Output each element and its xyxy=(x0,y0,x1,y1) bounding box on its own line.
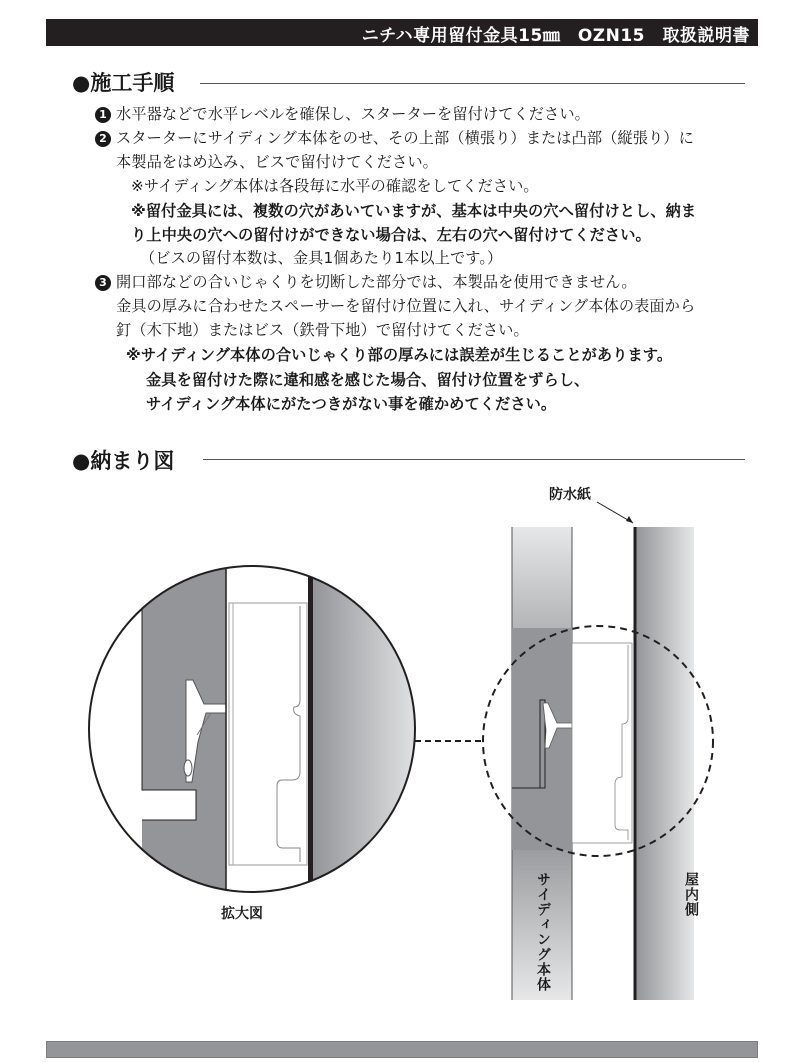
waterproof-paper-label: 防水紙 xyxy=(549,487,591,503)
step-number-badge: 1 xyxy=(95,107,111,123)
step-3-text-line-1: 開口部などの合いじゃくりを切断した部分では、本製品を使用できません。 xyxy=(116,273,637,291)
step-2-note: ※サイディング本体は各段毎に水平の確認をしてください。 xyxy=(131,177,539,195)
document-title: ニチハ専用留付金具15㎜ OZN15 取扱説明書 xyxy=(361,26,750,46)
step-1-text: 水平器などで水平レベルを確保し、スターターを留付けてください。 xyxy=(116,105,590,123)
step-2-bold-note-1: ※留付金具には、複数の穴があいていますが、基本は中央の穴へ留付けとし、納ま xyxy=(131,202,697,220)
footer-bar xyxy=(46,1041,758,1058)
overall-section-view xyxy=(483,502,713,1000)
step-number-badge: 3 xyxy=(95,275,111,291)
step-3-text-line-3: 釘（木下地）またはビス（鉄骨下地）で留付けてください。 xyxy=(116,321,529,339)
indoor-side-label: 屋内側 xyxy=(683,872,699,917)
step-3-bold-note-1: ※サイディング本体の合いじゃくり部の厚みには誤差が生じることがあります。 xyxy=(126,346,673,364)
enlarged-view-label: 拡大図 xyxy=(221,906,263,922)
step-2-text-line-2: 本製品をはめ込み、ビスで留付けてください。 xyxy=(116,153,438,171)
step-2-bold-note-2: り上中央の穴への留付けができない場合は、左右の穴へ留付けてください。 xyxy=(131,226,651,244)
step-3-text-line-2: 金具の厚みに合わせたスペーサーを留付け位置に入れ、サイディング本体の表面から xyxy=(116,297,696,315)
step-2-paren-note: （ビスの留付本数は、金具1個あたり1本以上です。） xyxy=(140,249,503,267)
step-number-badge: 2 xyxy=(95,131,111,147)
step-3-bold-note-2: 金具を留付けた際に違和感を感じた場合、留付け位置をずらし、 xyxy=(146,371,590,389)
step-3-bold-note-3: サイディング本体にがたつきがない事を確かめてください。 xyxy=(146,395,557,413)
siding-body-label: サイディング本体 xyxy=(535,872,551,992)
enlarged-view xyxy=(80,560,430,900)
step-2-text-line-1: スターターにサイディング本体をのせ、その上部（横張り）または凸部（縦張り）に xyxy=(116,129,694,147)
diagram-heading: ●納まり図 xyxy=(72,449,175,473)
procedure-heading: ●施工手順 xyxy=(72,71,175,95)
